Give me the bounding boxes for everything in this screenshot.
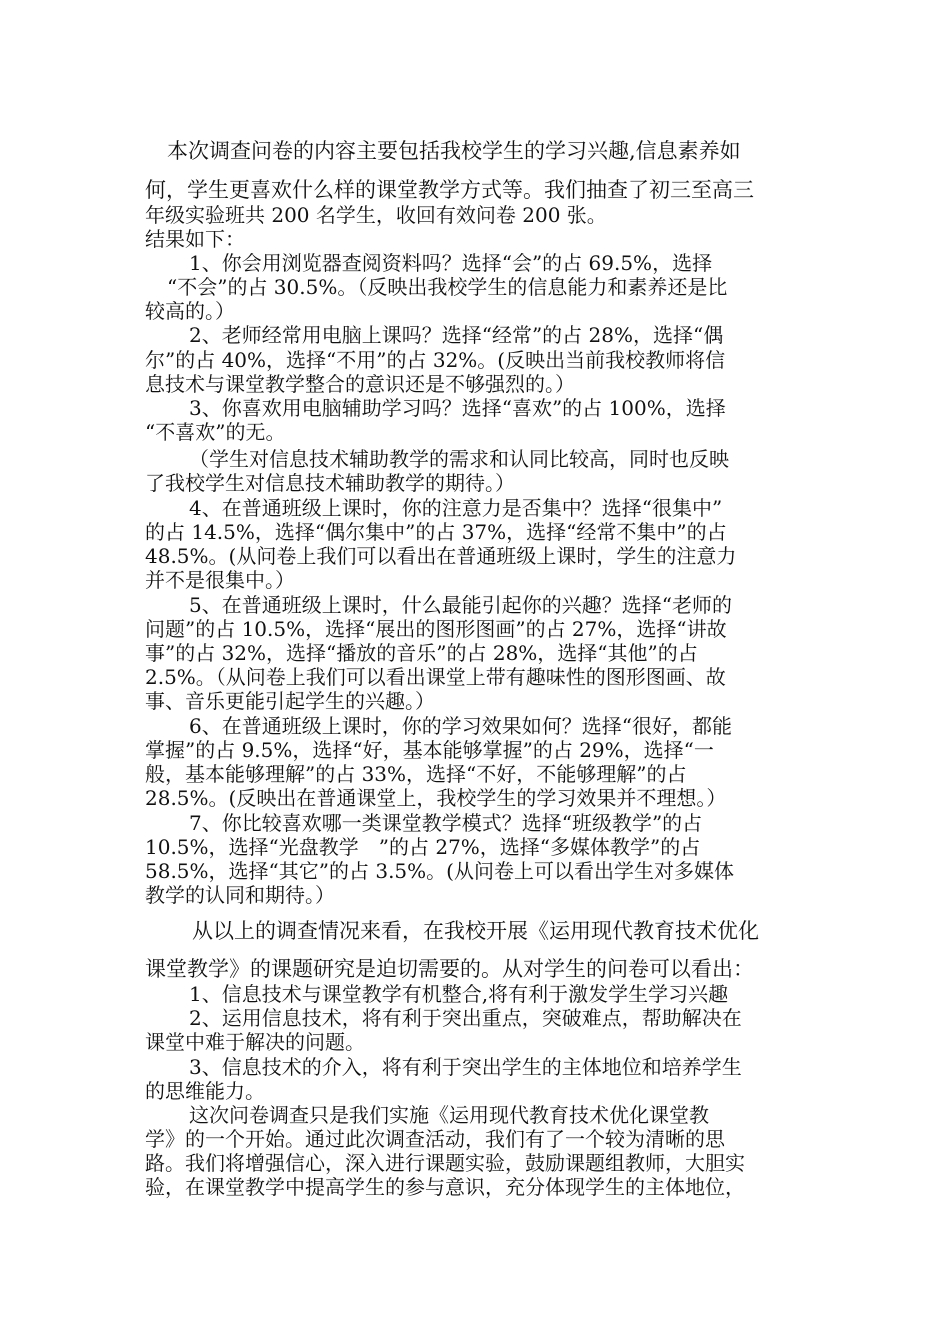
text-line: 28.5%。(反映出在普通课堂上，我校学生的学习效果并不理想。）	[145, 786, 727, 810]
text-line: 的思维能力。	[145, 1079, 265, 1103]
text-line: 并不是很集中。）	[145, 568, 295, 592]
text-line: 4、在普通班级上课时，你的注意力是否集中？选择“很集中”	[189, 496, 723, 520]
text-line: 的占 14.5%，选择“偶尔集中”的占 37%，选择“经常不集中”的占	[145, 520, 727, 544]
text-line: 尔”的占 40%，选择“不用”的占 32%。(反映出当前我校教师将信	[145, 348, 726, 372]
text-line: 事”的占 32%，选择“播放的音乐”的占 28%，选择“其他”的占	[145, 641, 698, 665]
text-line: 3、信息技术的介入，将有利于突出学生的主体地位和培养学生	[189, 1055, 742, 1079]
text-line: 2、运用信息技术，将有利于突出重点，突破难点，帮助解决在	[189, 1006, 742, 1030]
text-line: 了我校学生对信息技术辅助教学的期待。）	[145, 471, 515, 495]
text-line: 6、在普通班级上课时，你的学习效果如何？选择“很好，都能	[189, 714, 732, 738]
text-line: 48.5%。(从问卷上我们可以看出在普通班级上课时，学生的注意力	[145, 544, 737, 568]
text-line: 7、你比较喜欢哪一类课堂教学模式？选择“班级教学”的占	[189, 811, 703, 835]
text-line: 课堂中难于解决的问题。	[145, 1030, 365, 1054]
text-line: 问题”的占 10.5%，选择“展出的图形图画”的占 27%，选择“讲故	[145, 617, 727, 641]
text-line: 58.5%，选择“其它”的占 3.5%。(从问卷上可以看出学生对多媒体	[145, 859, 734, 883]
text-line: 3、你喜欢用电脑辅助学习吗？选择“喜欢”的占 100%，选择	[189, 396, 726, 420]
text-line: 较高的。）	[145, 299, 235, 323]
text-line: 事、音乐更能引起学生的兴趣。）	[145, 689, 435, 713]
text-line: 课堂教学》的课题研究是迫切需要的。从对学生的问卷可以看出：	[145, 957, 754, 981]
text-line: 这次问卷调查只是我们实施《运用现代教育技术优化课堂教	[189, 1103, 709, 1127]
text-line: 年级实验班共 200 名学生，收回有效问卷 200 张。	[145, 203, 607, 227]
text-line: 2.5%。（从问卷上我们可以看出课堂上带有趣味性的图形图画、故	[145, 665, 726, 689]
text-line: 5、在普通班级上课时，什么最能引起你的兴趣？选择“老师的	[189, 593, 732, 617]
text-line: 掌握”的占 9.5%，选择“好，基本能够掌握”的占 29%，选择“一	[145, 738, 714, 762]
text-line: 教学的认同和期待。）	[145, 883, 335, 907]
text-line: （学生对信息技术辅助教学的需求和认同比较高，同时也反映	[189, 447, 729, 471]
text-line: 从以上的调查情况来看，在我校开展《运用现代教育技术优化	[192, 919, 759, 943]
text-line: 何，学生更喜欢什么样的课堂教学方式等。我们抽查了初三至高三	[145, 178, 754, 202]
text-line: 学》的一个开始。通过此次调查活动，我们有了一个较为清晰的思	[145, 1127, 725, 1151]
text-line: 2、老师经常用电脑上课吗？选择“经常”的占 28%，选择“偶	[189, 323, 724, 347]
text-line: “不会”的占 30.5%。（反映出我校学生的信息能力和素养还是比	[167, 275, 728, 299]
text-line: 息技术与课堂教学整合的意识还是不够强烈的。）	[145, 372, 575, 396]
text-line: 1、你会用浏览器查阅资料吗？选择“会”的占 69.5%，选择	[189, 251, 713, 275]
text-line: “不喜欢”的无。	[145, 420, 286, 444]
text-line: 路。我们将增强信心，深入进行课题实验，鼓励课题组教师，大胆实	[145, 1151, 745, 1175]
text-line: 验，在课堂教学中提高学生的参与意识，充分体现学生的主体地位，	[145, 1175, 745, 1199]
text-line: 1、信息技术与课堂教学有机整合,将有利于激发学生学习兴趣	[189, 982, 729, 1006]
text-line: 般，基本能够理解”的占 33%，选择“不好，不能够理解”的占	[145, 762, 687, 786]
text-line: 本次调查问卷的内容主要包括我校学生的学习兴趣,信息素养如	[167, 139, 741, 163]
text-line: 结果如下：	[145, 227, 245, 251]
text-line: 10.5%，选择“光盘教学 ”的占 27%，选择“多媒体教学”的占	[145, 835, 701, 859]
